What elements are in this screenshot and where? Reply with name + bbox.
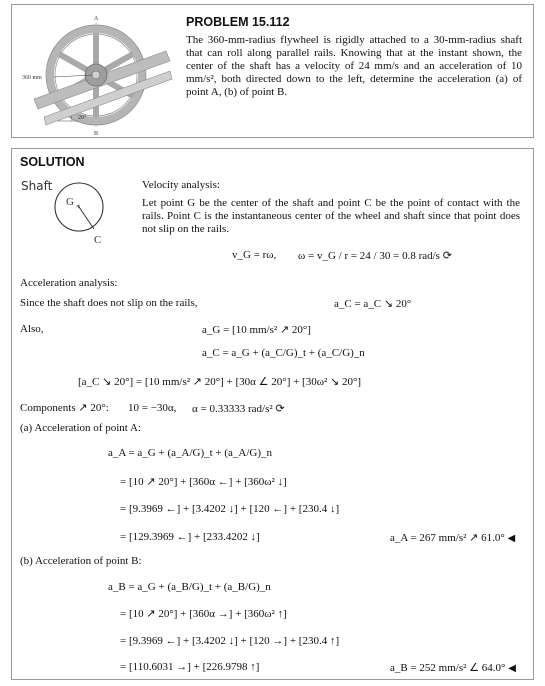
velocity-text: Let point G be the center of the shaft and point C be the point of contact with the rails. Point C is the instantaneous center of the wheel and shaft since that point does not slip on the rails. [142,197,520,235]
solution-box [11,148,534,680]
part-a-answer-text: a_A = 267 mm/s² ↗ 61.0° [390,532,505,544]
angle-label: 20° [78,115,87,121]
answer-triangle-icon: ◀ [508,663,516,674]
problem-title: PROBLEM 15.112 [186,15,290,29]
part-a-line: = [10 ↗ 20°] + [360α ←] + [360ω² ↓] [120,476,287,488]
part-b-line: = [9.3969 ←] + [3.4202 ↓] + [120 →] + [230.4 ↑] [120,635,340,647]
components-label: Components ↗ 20°: [20,402,109,414]
part-b-line: = [10 ↗ 20°] + [360α →] + [360ω² ↑] [120,608,287,620]
svg-text:*: * [76,203,81,213]
part-b-line: a_B = a_G + (a_B/G)_t + (a_B/G)_n [108,581,271,593]
radius-label: 360 mm [22,75,42,81]
part-b-answer-text: a_B = 252 mm/s² ∠ 64.0° [390,662,506,674]
part-b-line: = [110.6031 →] + [226.9798 ↑] [120,661,260,673]
also-label: Also, [20,323,44,335]
no-slip-text: Since the shaft does not slip on the rails, [20,297,198,309]
sketch-contact-label: C [94,234,102,246]
velocity-eq-left: v_G = rω, [232,249,277,261]
eq-aC: a_C = a_G + (a_C/G)_t + (a_C/G)_n [202,347,365,359]
part-a-line: = [129.3969 ←] + [233.4202 ↓] [120,531,260,543]
velocity-heading: Velocity analysis: [142,179,220,191]
accel-heading: Acceleration analysis: [20,277,118,289]
flywheel-figure [14,7,174,137]
velocity-eq-right: ω = v_G / r = 24 / 30 = 0.8 rad/s ⟳ [298,250,452,262]
part-a-label: (a) Acceleration of point A: [20,422,141,434]
shaft-sketch-title: Shaft [21,179,53,193]
part-b-answer [390,661,516,674]
eq-aG: a_G = [10 mm/s² ↗ 20°] [202,324,311,336]
point-b-label: B [94,131,99,137]
part-a-line: a_A = a_G + (a_A/G)_t + (a_A/G)_n [108,447,273,459]
part-a-answer [390,531,515,544]
sketch-center-label: G [66,196,74,208]
eq-combined: [a_C ↘ 20°] = [10 mm/s² ↗ 20°] + [30α ∠ 20°] + [30ω² ↘ 20°] [78,376,362,388]
part-b-label: (b) Acceleration of point B: [20,555,142,567]
part-a-line: = [9.3969 ←] + [3.4202 ↓] + [120 ←] + [230.4 ↓] [120,503,340,515]
components-eq1: 10 = −30α, [128,402,177,414]
point-a-label: A [94,16,99,22]
problem-box [11,4,534,138]
components-eq2: α = 0.33333 rad/s² ⟳ [192,403,285,415]
solution-heading: SOLUTION [20,155,85,169]
problem-text: The 360-mm-radius flywheel is rigidly attached to a 30-mm-radius shaft that can roll along parallel rails. Knowing that at the instant shown, the center of the shaft has a velocity of 24 mm/s and an acceleration of 10 mm/s², both directed down to the left, determine the acceleration (a) of point A, (b) of point B. [186,34,522,98]
no-slip-eq: a_C = a_C ↘ 20° [334,298,412,310]
answer-triangle-icon: ◀ [507,533,516,544]
shaft-sketch [52,179,112,249]
